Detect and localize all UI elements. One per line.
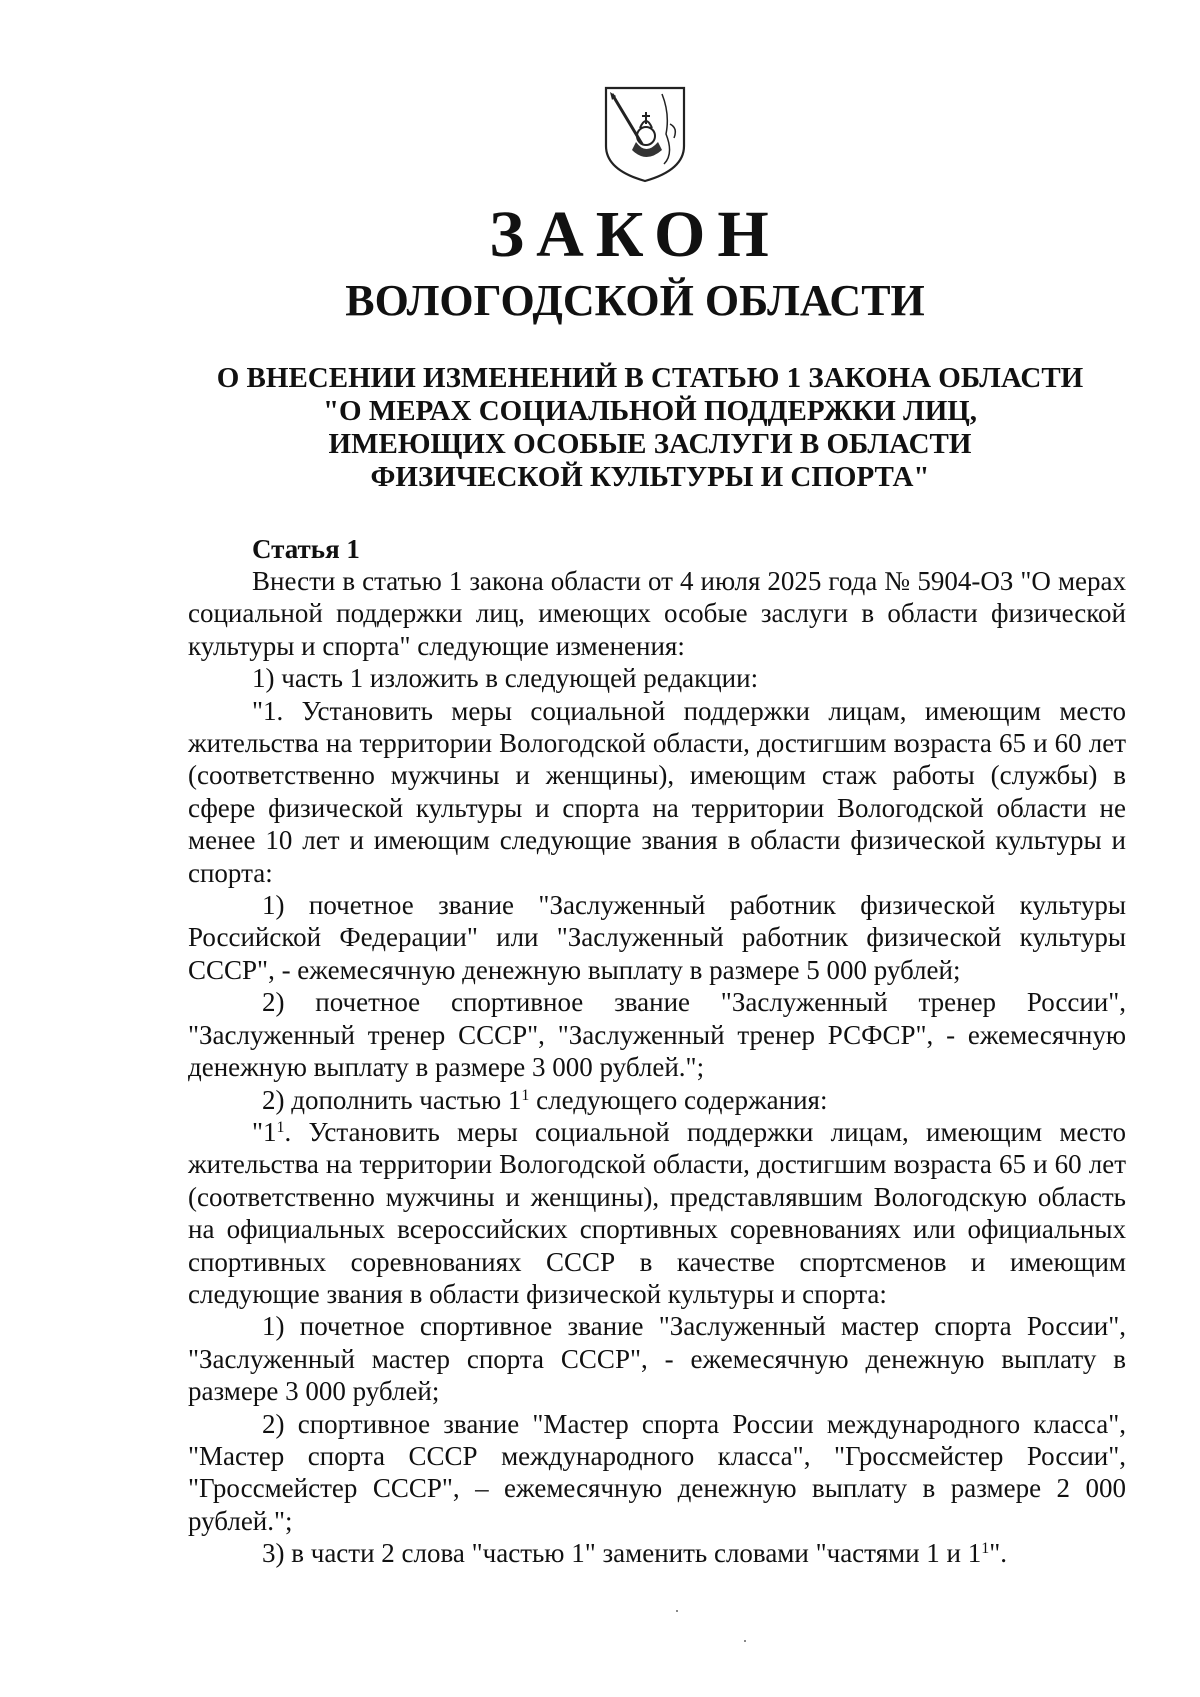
paragraph-text: 3) в части 2 слова "частью 1" заменить словами "частями 1 и 1 [262,1538,982,1569]
heading-line: ФИЗИЧЕСКОЙ КУЛЬТУРЫ И СПОРТА" [370,461,930,493]
paragraph [188,1084,1126,1116]
superscript: 1 [276,1118,285,1136]
paragraph: 2) спортивное звание "Мастер спорта России международного класса", "Мастер спорта СССР международного класса", "Гроссмейстер России", "Гроссмейстер СССР", – ежемесячную денежную выплату в размере 2 000 рублей."; [188,1408,1126,1536]
paragraph: 1) почетное звание "Заслуженный работник физической культуры Российской Федерации" или "Заслуженный работник физической культуры СССР", - ежемесячную денежную выплату в размере 5 000 рублей; [188,890,1126,985]
coat-of-arms-icon [600,84,690,184]
scan-speck [676,1610,678,1612]
document-heading [150,362,1150,494]
scan-speck [744,1640,746,1642]
paragraph: Внести в статью 1 закона области от 4 июля 2025 года № 5904-ОЗ "О мерах социальной поддержки лиц, имеющих особые заслуги в области физической культуры и спорта" следующие изменения: [188,566,1126,661]
paragraph [188,1116,1126,1310]
paragraph-text: "1 [252,1116,277,1147]
superscript: 1 [521,1086,530,1104]
paragraph: "1. Установить меры социальной поддержки лицам, имеющим место жительства на территории Вологодской области, достигшим возраста 65 и 60 лет (соответственно мужчины и женщины), имеющим стаж работы (службы) в сфере физической культуры и спорта на территории Вологодской области не менее 10 лет и имеющим следующие звания в области физической культуры и спорта: [188,695,1126,888]
paragraph-text: ". [989,1538,1008,1569]
document-body [188,533,1126,1570]
paragraph [188,1537,1126,1569]
paragraph-text: 2) дополнить частью 1 [262,1084,522,1115]
document-region: ВОЛОГОДСКОЙ ОБЛАСТИ [345,276,925,325]
document-title: ЗАКОН [489,198,781,271]
article-title: Статья 1 [252,534,360,564]
superscript: 1 [981,1540,990,1558]
paragraph: 1) часть 1 изложить в следующей редакции: [252,663,759,694]
heading-line: "О МЕРАХ СОЦИАЛЬНОЙ ПОДДЕРЖКИ ЛИЦ, [322,395,978,427]
heading-line: О ВНЕСЕНИИ ИЗМЕНЕНИЙ В СТАТЬЮ 1 ЗАКОНА ОБЛАСТИ [216,362,1084,394]
heading-line: ИМЕЮЩИХ ОСОБЫЕ ЗАСЛУГИ В ОБЛАСТИ [328,428,972,460]
paragraph: 1) почетное спортивное звание "Заслуженный мастер спорта России", "Заслуженный мастер спорта СССР", - ежемесячную денежную выплату в размере 3 000 рублей; [188,1311,1126,1407]
paragraph-text: . Установить меры социальной поддержки лицам, имеющим место жительства на территории Вологодской области, достигшим возраста 65 и 60 лет (соответственно мужчины и женщины), представлявшим Вологодскую область на официальных всероссийских спортивных соревнованиях или официальных спортивных соревнованиях СССР в качестве спортсменов и имеющим следующие звания в области физической культуры и спорта: [188,1116,1126,1309]
paragraph-text: следующего содержания: [529,1084,828,1115]
paragraph: 2) почетное спортивное звание "Заслуженный тренер России", "Заслуженный тренер СССР", "Заслуженный тренер РСФСР", - ежемесячную денежную выплату в размере 3 000 рублей."; [188,987,1126,1083]
